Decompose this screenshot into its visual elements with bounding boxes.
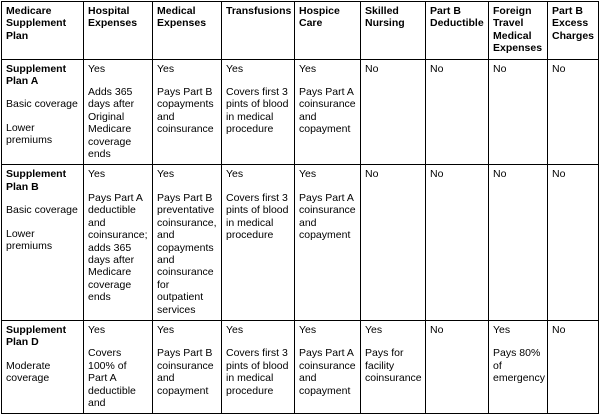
coverage-flag: Yes	[157, 168, 175, 181]
coverage-detail: Pays for facility coinsurance	[365, 347, 422, 385]
coverage-flag: Yes	[88, 62, 106, 75]
hospice-cell	[295, 320, 361, 413]
coverage-detail: Covers 100% of Part A deductible and	[88, 347, 136, 409]
coverage-detail: Covers first 3 pints of blood in medical procedure	[226, 86, 289, 136]
part-b-deductible-cell	[426, 59, 489, 165]
foreign-travel-cell	[489, 320, 548, 413]
table-row-plan-d	[2, 320, 599, 413]
foreign-travel-cell	[489, 59, 548, 165]
nursing-cell	[361, 320, 426, 413]
header-foreign-travel: Foreign Travel Medical Expenses	[489, 2, 548, 60]
hospital-cell	[84, 59, 153, 165]
part-b-deductible-cell	[426, 320, 489, 413]
coverage-flag: Yes	[88, 168, 106, 181]
coverage-flag: Yes	[299, 323, 317, 336]
coverage-flag: Yes	[157, 323, 175, 336]
coverage-flag: Yes	[226, 323, 244, 336]
plan-note: Lower premiums	[6, 227, 53, 253]
header-part-b-deductible: Part B Deductible	[426, 2, 489, 60]
coverage-flag: Yes	[299, 62, 317, 75]
nursing-cell	[361, 59, 426, 165]
plan-name: Supplement Plan A	[6, 62, 67, 88]
plan-name: Supplement Plan D	[6, 323, 67, 349]
hospital-cell	[84, 165, 153, 320]
coverage-flag: No	[430, 168, 444, 181]
coverage-detail: Pays Part A deductible and coinsurance; adds 365 days after Medicare coverage ends	[88, 191, 148, 304]
coverage-flag: Yes	[226, 62, 244, 75]
transfusions-cell	[222, 320, 295, 413]
plan-note: Basic coverage	[6, 204, 78, 217]
plan-cell	[2, 59, 84, 165]
medical-cell	[153, 59, 222, 165]
coverage-detail: Adds 365 days after Original Medicare coverage ends	[88, 86, 135, 161]
coverage-flag: No	[552, 168, 566, 181]
part-b-deductible-cell	[426, 165, 489, 320]
foreign-travel-cell	[489, 165, 548, 320]
coverage-flag: No	[493, 62, 507, 75]
coverage-detail: Covers first 3 pints of blood in medical procedure	[226, 191, 289, 242]
coverage-flag: Yes	[226, 168, 244, 181]
plan-note: Moderate coverage	[6, 359, 51, 385]
coverage-flag: Yes	[299, 168, 317, 181]
coverage-detail: Covers first 3 pints of blood in medical procedure	[226, 347, 289, 397]
plan-cell	[2, 320, 84, 413]
header-part-b-excess: Part B Excess Charges	[548, 2, 599, 60]
medical-cell	[153, 320, 222, 413]
coverage-flag: No	[430, 62, 444, 75]
plan-cell	[2, 165, 84, 320]
coverage-flag: No	[365, 62, 379, 75]
coverage-flag: Yes	[365, 323, 383, 336]
coverage-flag: No	[552, 62, 566, 75]
nursing-cell	[361, 165, 426, 320]
coverage-flag: Yes	[493, 323, 511, 336]
part-b-excess-cell	[548, 59, 599, 165]
transfusions-cell	[222, 165, 295, 320]
table-row-plan-b	[2, 165, 599, 320]
header-transfusions: Transfusions	[222, 2, 295, 60]
hospital-cell	[84, 320, 153, 413]
plan-note: Lower premiums	[6, 121, 53, 147]
part-b-excess-cell	[548, 320, 599, 413]
coverage-flag: No	[552, 323, 566, 336]
coverage-flag: No	[365, 168, 379, 181]
coverage-flag: No	[430, 323, 444, 336]
coverage-flag: Yes	[157, 62, 175, 75]
coverage-flag: Yes	[88, 323, 106, 336]
hospice-cell	[295, 59, 361, 165]
transfusions-cell	[222, 59, 295, 165]
coverage-detail: Pays 80% of emergency	[493, 347, 545, 385]
header-plan: Medicare Supplement Plan	[2, 2, 84, 60]
medical-cell	[153, 165, 222, 320]
header-medical-expenses: Medical Expenses	[153, 2, 222, 60]
coverage-detail: Pays Part A coinsurance and copayment	[299, 86, 356, 136]
coverage-detail: Pays Part B preventative coinsurance, and copayments and coinsurance for outpatient services	[157, 191, 217, 316]
coverage-detail: Pays Part B copayments and coinsurance	[157, 86, 214, 136]
header-skilled-nursing: Skilled Nursing	[361, 2, 426, 60]
plan-name: Supplement Plan B	[6, 168, 67, 193]
header-hospital-expenses: Hospital Expenses	[84, 2, 153, 60]
coverage-detail: Pays Part B coinsurance and copayment	[157, 347, 214, 397]
header-row	[2, 2, 599, 60]
coverage-detail: Pays Part A coinsurance and copayment	[299, 191, 356, 242]
coverage-detail: Pays Part A coinsurance and copayment	[299, 347, 356, 397]
part-b-excess-cell	[548, 165, 599, 320]
header-hospice-care: Hospice Care	[295, 2, 361, 60]
medicare-supplement-comparison-table	[1, 1, 599, 414]
plan-note: Basic coverage	[6, 98, 78, 111]
table-row-plan-a	[2, 59, 599, 165]
coverage-flag: No	[493, 168, 507, 181]
hospice-cell	[295, 165, 361, 320]
